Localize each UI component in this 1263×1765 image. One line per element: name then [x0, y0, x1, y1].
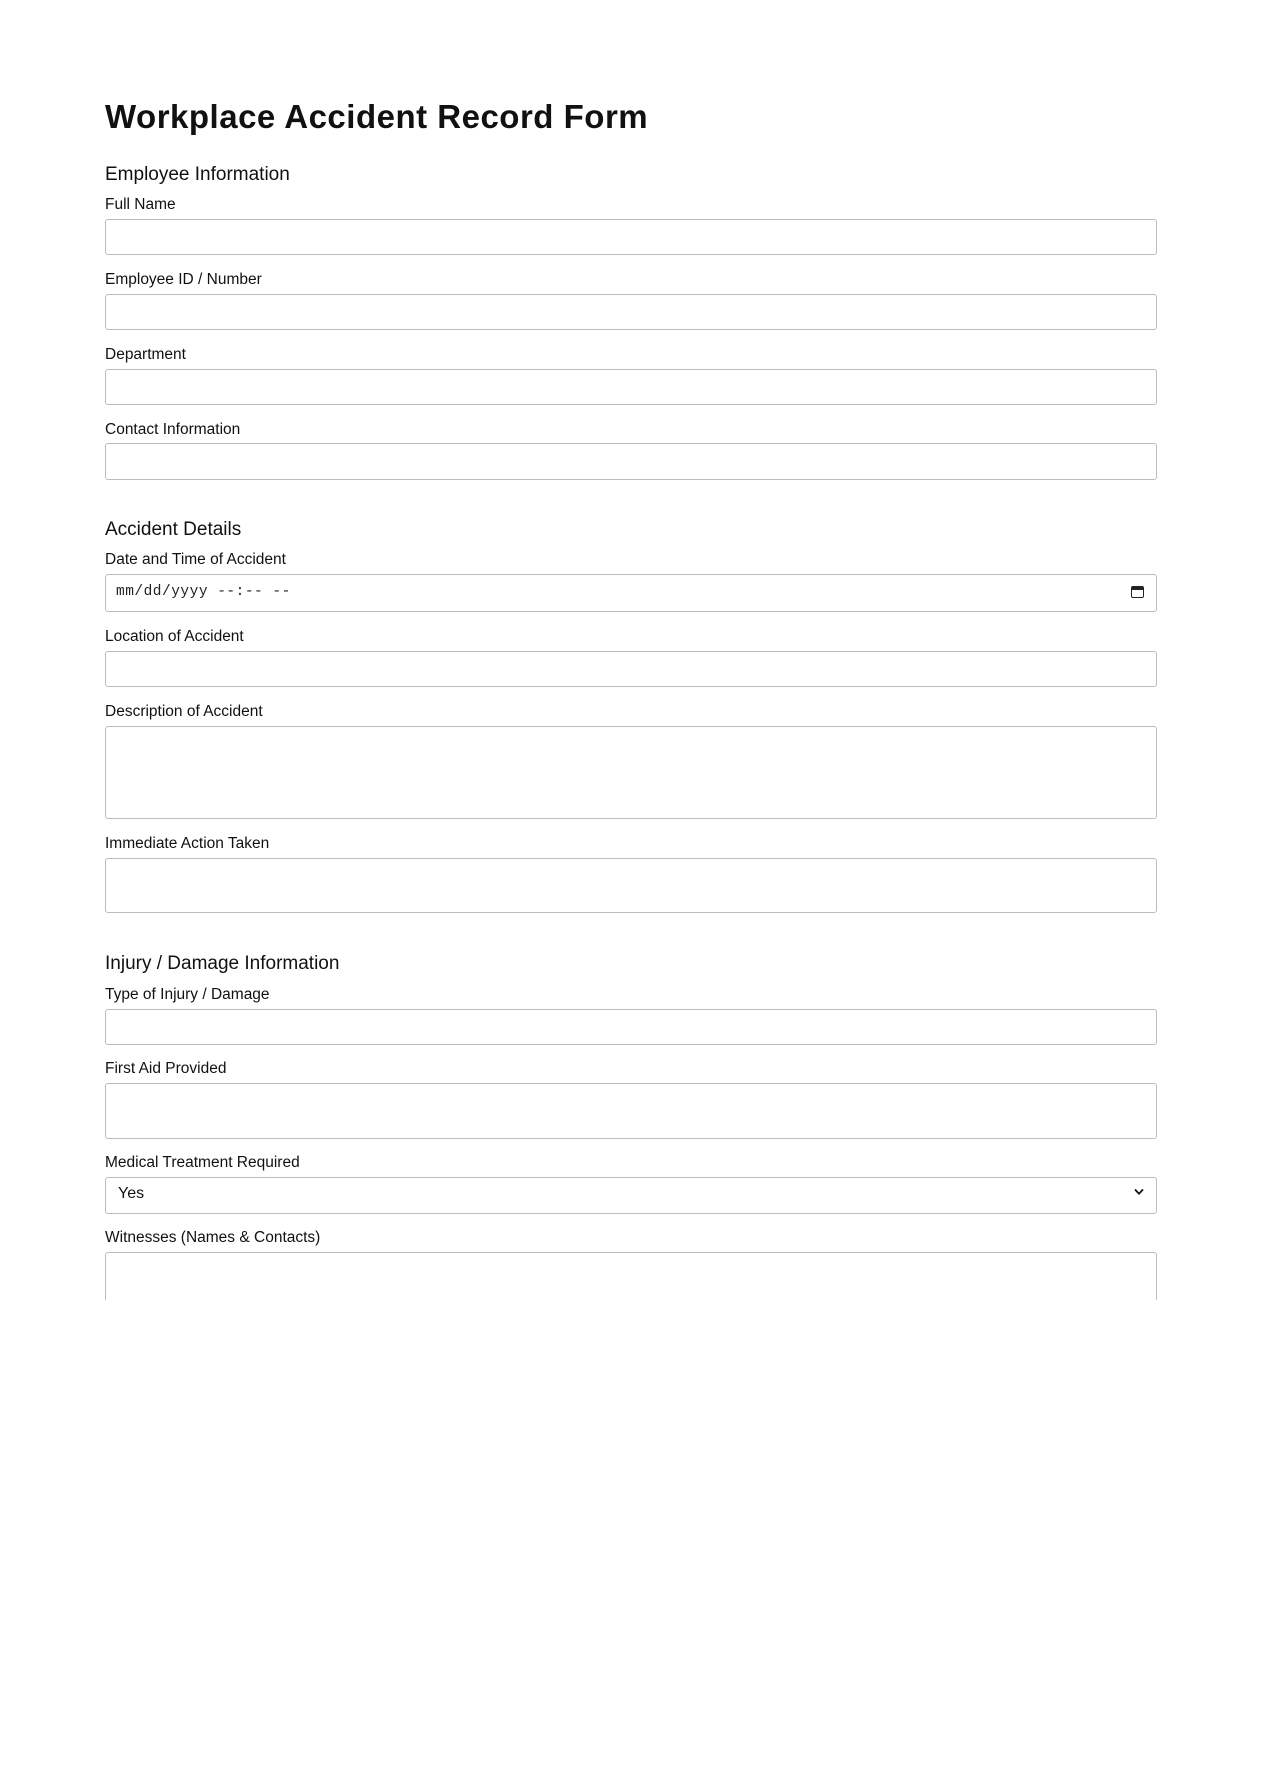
calendar-icon[interactable] [1131, 586, 1144, 598]
page-title: Workplace Accident Record Form [105, 98, 649, 135]
description-label: Description of Accident [105, 703, 263, 720]
injury-type-label: Type of Injury / Damage [105, 986, 270, 1003]
datetime-input[interactable] [105, 574, 1157, 612]
datetime-label: Date and Time of Accident [105, 551, 286, 568]
immediate-action-textarea[interactable] [105, 858, 1157, 913]
section-heading-employee-information: Employee Information [105, 164, 290, 185]
department-label: Department [105, 346, 186, 363]
witnesses-label: Witnesses (Names & Contacts) [105, 1229, 321, 1246]
employee-id-label: Employee ID / Number [105, 271, 262, 288]
location-label: Location of Accident [105, 628, 244, 645]
immediate-action-label: Immediate Action Taken [105, 835, 270, 852]
location-input[interactable] [105, 651, 1157, 687]
accident-record-form [105, 0, 1157, 1300]
first-aid-label: First Aid Provided [105, 1060, 227, 1077]
contact-information-label: Contact Information [105, 421, 241, 438]
department-input[interactable] [105, 369, 1157, 405]
full-name-input[interactable] [105, 219, 1157, 255]
medical-treatment-select[interactable] [105, 1177, 1157, 1214]
section-heading-injury-damage: Injury / Damage Information [105, 953, 340, 974]
employee-id-input[interactable] [105, 294, 1157, 330]
datetime-placeholder: mm/dd/yyyy --:-- -- [116, 584, 291, 600]
medical-treatment-label: Medical Treatment Required [105, 1154, 300, 1171]
witnesses-textarea[interactable] [105, 1252, 1157, 1300]
contact-information-input[interactable] [105, 443, 1157, 480]
chevron-down-icon [1134, 1187, 1144, 1197]
medical-treatment-selected-value: Yes [118, 1185, 145, 1202]
injury-type-input[interactable] [105, 1009, 1157, 1045]
section-heading-accident-details: Accident Details [105, 519, 242, 540]
first-aid-textarea[interactable] [105, 1083, 1157, 1139]
description-textarea[interactable] [105, 726, 1157, 819]
full-name-label: Full Name [105, 196, 176, 213]
